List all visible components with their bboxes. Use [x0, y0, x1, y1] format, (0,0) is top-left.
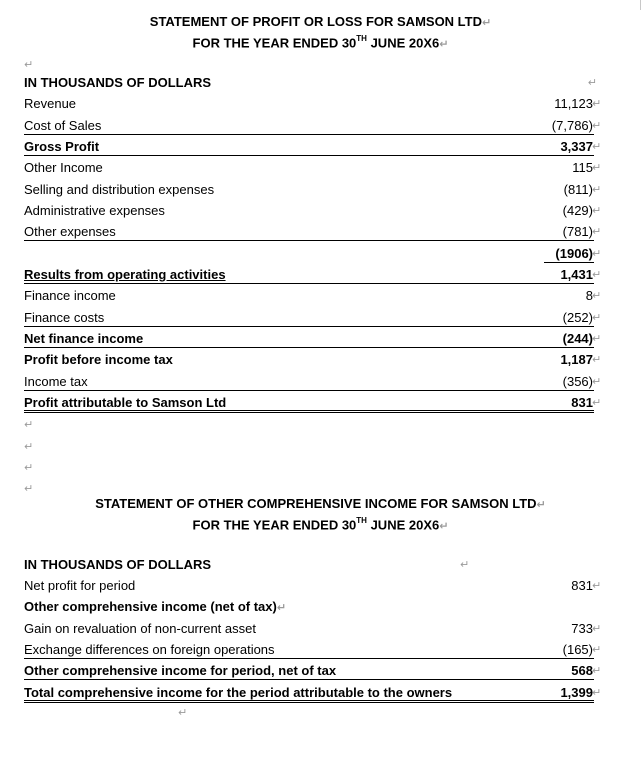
pl-label-administrative: Administrative expenses — [24, 203, 165, 218]
rule-line — [24, 283, 594, 284]
oci-value-exchange-differences: (165) — [562, 642, 593, 657]
return-mark: ↵ — [592, 98, 602, 110]
pl-label-selling-distribution: Selling and distribution expenses — [24, 182, 215, 197]
pl-label-cost-of-sales: Cost of Sales — [24, 118, 102, 133]
pl-label-net-finance: Net finance income — [24, 331, 144, 346]
return-mark: ↵ — [592, 665, 602, 677]
return-mark: ↵ — [439, 38, 449, 51]
pl-label-revenue: Revenue — [24, 96, 77, 111]
pl-label-other-income: Other Income — [24, 160, 103, 175]
pl-title-line2-sup: TH — [356, 34, 367, 43]
return-mark: ↵ — [592, 376, 602, 388]
oci-label-revaluation-gain: Gain on revaluation of non-current asset — [24, 621, 256, 636]
return-mark: ↵ — [592, 162, 602, 174]
pl-value-income-tax: (356) — [562, 374, 593, 389]
rule-line — [24, 679, 594, 680]
rule-line — [24, 155, 594, 156]
rule-line — [24, 240, 594, 241]
rule-line — [544, 262, 594, 263]
oci-value-total-comprehensive: 1,399 — [560, 685, 593, 700]
oci-label-exchange-differences: Exchange differences on foreign operations — [24, 642, 275, 657]
return-mark: ↵ — [482, 17, 492, 29]
rule-line — [24, 412, 594, 413]
return-mark: ↵ — [24, 419, 34, 431]
return-mark: ↵ — [592, 290, 602, 302]
rule-line — [24, 390, 594, 391]
return-mark: ↵ — [536, 499, 546, 511]
return-mark: ↵ — [592, 226, 602, 238]
pl-value-net-finance: (244) — [562, 331, 593, 346]
pl-label-other-expenses: Other expenses — [24, 224, 116, 239]
pl-label-finance-costs: Finance costs — [24, 310, 105, 325]
rule-line — [24, 134, 594, 135]
rule-line — [24, 700, 594, 701]
return-mark: ↵ — [592, 397, 602, 409]
return-mark: ↵ — [592, 354, 602, 366]
oci-value-revaluation-gain: 733 — [571, 621, 593, 636]
return-mark: ↵ — [592, 205, 602, 217]
return-mark: ↵ — [24, 441, 34, 453]
return-mark: ↵ — [592, 269, 602, 281]
return-mark: ↵ — [592, 312, 602, 324]
pl-label-finance-income: Finance income — [24, 288, 116, 303]
pl-label-operating-results: Results from operating activities — [24, 267, 226, 282]
return-mark: ↵ — [276, 602, 287, 614]
return-mark: ↵ — [592, 184, 602, 196]
pl-value-cost-of-sales: (7,786) — [551, 118, 593, 133]
pl-value-total-expenses: (1906) — [555, 246, 593, 261]
rule-line — [24, 347, 594, 348]
oci-title-line2-sup: TH — [356, 516, 367, 525]
oci-title-line1 — [0, 496, 641, 511]
return-mark: ↵ — [587, 77, 597, 89]
rule-line — [24, 702, 594, 703]
oci-value-net-profit: 831 — [571, 578, 593, 593]
return-mark: ↵ — [178, 707, 188, 719]
return-mark: ↵ — [592, 623, 602, 635]
pl-units-label: IN THOUSANDS OF DOLLARS — [24, 75, 212, 90]
oci-title-line2-post: JUNE 20X6 — [366, 517, 440, 533]
pl-title-line2-pre: FOR THE YEAR ENDED 30 — [192, 35, 357, 51]
return-mark: ↵ — [592, 333, 602, 345]
oci-label-oci-heading — [24, 599, 286, 614]
pl-label-profit-before-tax: Profit before income tax — [24, 352, 173, 367]
rule-line — [24, 326, 594, 327]
pl-value-other-expenses: (781) — [562, 224, 593, 239]
pl-title-line2-post: JUNE 20X6 — [366, 35, 440, 51]
pl-label-income-tax: Income tax — [24, 374, 88, 389]
pl-value-finance-income: 8 — [585, 288, 593, 303]
return-mark: ↵ — [24, 462, 34, 474]
pl-value-revenue: 11,123 — [554, 96, 593, 111]
rule-line — [24, 410, 594, 411]
pl-value-profit-attributable: 831 — [571, 395, 593, 410]
oci-title-line2 — [0, 517, 641, 532]
oci-title-line1-text: STATEMENT OF OTHER COMPREHENSIVE INCOME FOR SAMSON LTD — [95, 496, 537, 511]
return-mark: ↵ — [24, 483, 34, 495]
return-mark: ↵ — [592, 580, 602, 592]
pl-value-finance-costs: (252) — [562, 310, 593, 325]
oci-units-label: IN THOUSANDS OF DOLLARS — [24, 557, 212, 572]
oci-value-oci-net: 568 — [571, 663, 593, 678]
oci-label-net-profit: Net profit for period — [24, 578, 136, 593]
oci-title-line2-pre: FOR THE YEAR ENDED 30 — [192, 517, 357, 533]
oci-heading-text: Other comprehensive income (net of tax) — [24, 599, 277, 614]
return-mark: ↵ — [592, 687, 602, 699]
pl-label-gross-profit: Gross Profit — [24, 139, 100, 154]
pl-title-line2 — [0, 35, 641, 50]
pl-label-profit-attributable: Profit attributable to Samson Ltd — [24, 395, 227, 410]
rule-line — [24, 658, 594, 659]
pl-value-operating-results: 1,431 — [560, 267, 593, 282]
pl-value-administrative: (429) — [562, 203, 593, 218]
pl-value-profit-before-tax: 1,187 — [560, 352, 593, 367]
return-mark: ↵ — [592, 141, 602, 153]
pl-value-other-income: 115 — [572, 160, 593, 175]
return-mark: ↵ — [592, 120, 602, 132]
return-mark: ↵ — [592, 644, 602, 656]
oci-label-oci-net: Other comprehensive income for period, net of tax — [24, 663, 337, 678]
return-mark: ↵ — [460, 559, 470, 571]
pl-value-selling-distribution: (811) — [563, 182, 593, 197]
oci-label-total-comprehensive: Total comprehensive income for the period attributable to the owners — [24, 685, 453, 700]
pl-title-line1-text: STATEMENT OF PROFIT OR LOSS FOR SAMSON LTD — [149, 14, 482, 29]
return-mark: ↵ — [439, 520, 449, 533]
pl-value-gross-profit: 3,337 — [560, 139, 593, 154]
return-mark: ↵ — [592, 248, 602, 260]
return-mark: ↵ — [24, 59, 34, 71]
pl-title-line1 — [0, 14, 641, 29]
